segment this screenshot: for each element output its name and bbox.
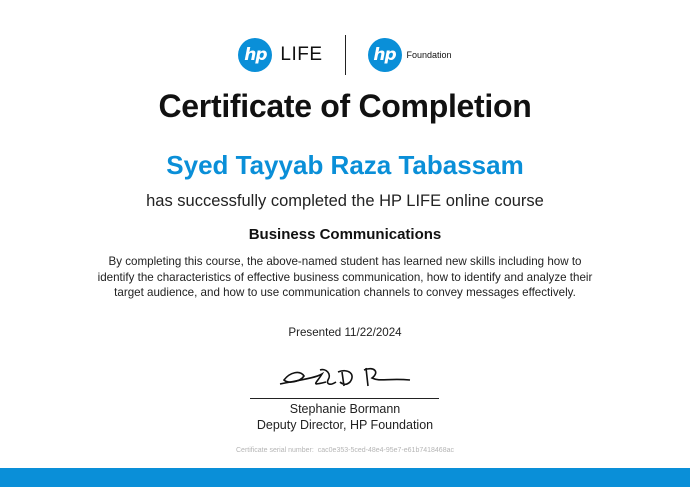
signature-image bbox=[270, 360, 420, 392]
hp-foundation-logo-text: Foundation bbox=[406, 50, 452, 60]
completion-statement: has successfully completed the HP LIFE online course bbox=[146, 192, 544, 210]
course-name: Business Communications bbox=[248, 226, 442, 243]
hp-logo-icon: hp bbox=[238, 38, 272, 72]
signature-line bbox=[250, 398, 439, 399]
logo-row bbox=[0, 34, 690, 76]
hp-life-logo-text: LIFE bbox=[280, 44, 323, 65]
signer-name: Stephanie Bormann bbox=[289, 402, 401, 416]
presented-date: Presented 11/22/2024 bbox=[288, 326, 402, 339]
course-description: By completing this course, the above-named student has learned new skills including how to identify the characteristics of effective business communication, how to identify and analyze their target audience, and how to use communication channels to convey messages effectively. bbox=[97, 255, 593, 299]
recipient-name: Syed Tayyab Raza Tabassam bbox=[166, 150, 524, 180]
bottom-accent-bar bbox=[0, 468, 690, 487]
serial-value: cac0e353-5ced-48e4-95e7-e61b7418468ac bbox=[317, 447, 454, 454]
hp-foundation-logo-icon: hp bbox=[368, 38, 402, 72]
serial-label: Certificate serial number: bbox=[236, 447, 314, 454]
certificate-title: Certificate of Completion bbox=[158, 88, 532, 124]
certificate-serial bbox=[0, 447, 690, 454]
signer-title: Deputy Director, HP Foundation bbox=[256, 418, 434, 432]
logo-divider bbox=[345, 35, 346, 75]
